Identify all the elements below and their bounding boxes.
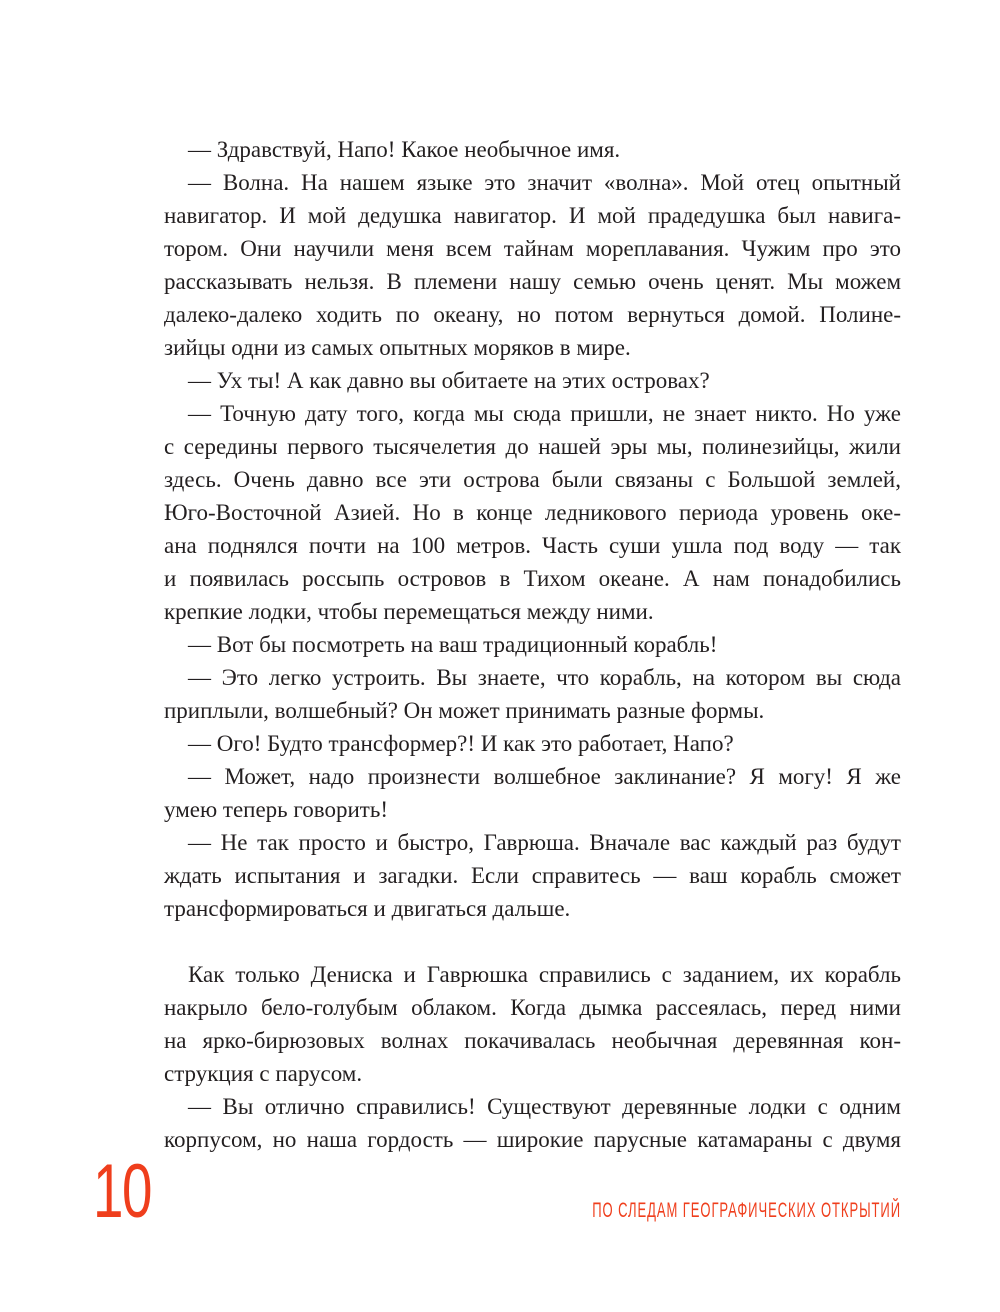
running-title: ПО СЛЕДАМ ГЕОГРАФИЧЕСКИХ ОТКРЫТИЙ bbox=[592, 1199, 901, 1222]
text-line: — Здравствуй, Напо! Какое необычное имя. bbox=[188, 137, 621, 162]
text-line: — Это легко устроить. Вы знаете, что корабль, на котором вы сюда bbox=[188, 665, 901, 690]
text-line: навигатор. И мой дедушка навигатор. И мой прадедушка был навига- bbox=[164, 203, 901, 228]
paragraph bbox=[164, 727, 901, 760]
text-line: — Может, надо произнести волшебное заклинание? Я могу! Я же bbox=[188, 764, 901, 789]
paragraph bbox=[164, 958, 901, 1090]
paragraph bbox=[164, 1090, 901, 1156]
text-line: струкция с парусом. bbox=[164, 1061, 363, 1086]
text-line: на ярко-бирюзовых волнах покачивалась необычная деревянная кон- bbox=[164, 1028, 901, 1053]
text-line: Юго-Восточной Азией. Но в конце ледникового периода уровень оке- bbox=[164, 500, 901, 525]
text-line: ждать испытания и загадки. Если справитесь — ваш корабль сможет bbox=[164, 863, 901, 888]
text-line: здесь. Очень давно все эти острова были связаны с Большой землей, bbox=[164, 467, 901, 492]
text-line: корпусом, но наша гордость — широкие парусные катамараны с двумя bbox=[164, 1127, 901, 1152]
text-line: Как только Дениска и Гаврюшка справились с заданием, их корабль bbox=[188, 962, 901, 987]
text-line: крепкие лодки, чтобы перемещаться между ними. bbox=[164, 599, 654, 624]
text-line: приплыли, волшебный? Он может принимать разные формы. bbox=[164, 698, 765, 723]
text-line: — Ого! Будто трансформер?! И как это работает, Напо? bbox=[188, 731, 734, 756]
text-line: и появилась россыпь островов в Тихом океане. А нам понадобились bbox=[164, 566, 901, 591]
paragraph bbox=[164, 760, 901, 826]
text-line: — Вы отлично справились! Существуют деревянные лодки с одним bbox=[188, 1094, 901, 1119]
text-line: далеко-далеко ходить по океану, но потом вернуться домой. Полине- bbox=[164, 302, 901, 327]
text-line: трансформироваться и двигаться дальше. bbox=[164, 896, 571, 921]
text-line: ана поднялся почти на 100 метров. Часть суши ушла под воду — так bbox=[164, 533, 901, 558]
text-line: — Не так просто и быстро, Гаврюша. Вначале вас каждый раз будут bbox=[188, 830, 901, 855]
text-line: зийцы одни из самых опытных моряков в мире. bbox=[164, 335, 631, 360]
paragraph bbox=[164, 628, 901, 661]
paragraph bbox=[164, 364, 901, 397]
page-number: 10 bbox=[93, 1149, 151, 1234]
paragraph bbox=[164, 397, 901, 628]
text-line: накрыло бело-голубым облаком. Когда дымка рассеялась, перед ними bbox=[164, 995, 901, 1020]
text-line: — Точную дату того, когда мы сюда пришли, не знает никто. Но уже bbox=[188, 401, 901, 426]
text-line: — Ух ты! А как давно вы обитаете на этих островах? bbox=[188, 368, 710, 393]
text-line: рассказывать нельзя. В племени нашу семью очень ценят. Мы можем bbox=[164, 269, 901, 294]
paragraph bbox=[164, 661, 901, 727]
paragraph bbox=[164, 133, 901, 166]
paragraph bbox=[164, 166, 901, 364]
body-text bbox=[164, 133, 901, 1156]
text-line: — Волна. На нашем языке это значит «волна». Мой отец опытный bbox=[188, 170, 901, 195]
text-line: — Вот бы посмотреть на ваш традиционный корабль! bbox=[188, 632, 718, 657]
text-line: с середины первого тысячелетия до нашей эры мы, полинезийцы, жили bbox=[164, 434, 901, 459]
text-line: умею теперь говорить! bbox=[164, 797, 388, 822]
paragraph bbox=[164, 826, 901, 925]
text-line: тором. Они научили меня всем тайнам мореплавания. Чужим про это bbox=[164, 236, 901, 261]
section-narrative bbox=[164, 958, 901, 1156]
section-dialogue bbox=[164, 133, 901, 925]
